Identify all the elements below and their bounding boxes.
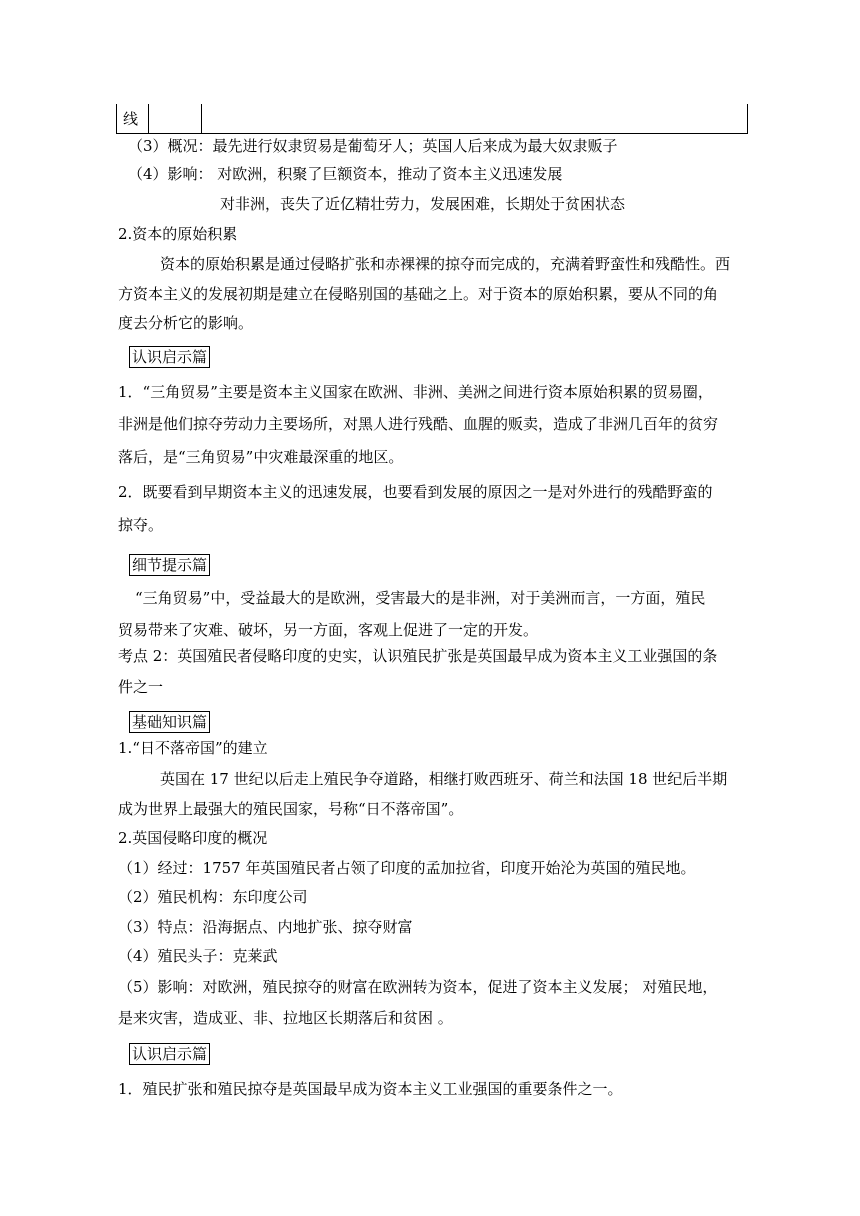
section-heading: 细节提示篇 <box>129 554 210 576</box>
paragraph-line: 落后，是“三角贸易”中灾难最深重的地区。 <box>118 448 404 466</box>
paragraph-line: 件之一 <box>118 678 164 696</box>
text-line: （4）影响： 对欧洲，积聚了巨额资本，推动了资本主义迅速发展 <box>128 165 563 183</box>
subheading: 2.英国侵略印度的概况 <box>118 829 268 847</box>
section-heading: 认识启示篇 <box>129 1043 210 1065</box>
section-heading: 基础知识篇 <box>129 711 210 733</box>
text-line: （3）概况：最先进行奴隶贸易是葡萄牙人；英国人后来成为最大奴隶贩子 <box>128 137 618 155</box>
paragraph-line: 度去分析它的影响。 <box>118 314 254 332</box>
list-item: （2）殖民机构：东印度公司 <box>118 888 308 906</box>
subheading: 2.资本的原始积累 <box>118 225 238 243</box>
paragraph-line: 掠夺。 <box>118 516 164 534</box>
paragraph-line: 资本的原始积累是通过侵略扩张和赤裸裸的掠夺而完成的，充满着野蛮性和残酷性。西 <box>160 255 731 273</box>
table-fragment <box>116 104 748 134</box>
list-item: （4）殖民头子：克莱武 <box>118 947 278 965</box>
paragraph-line: 1．殖民扩张和殖民掠夺是英国最早成为资本主义工业强国的重要条件之一。 <box>118 1080 623 1098</box>
table-cell: 线 <box>117 104 149 133</box>
list-item: （5）影响：对欧洲，殖民掠夺的财富在欧洲转为资本，促进了资本主义发展； 对殖民地， <box>118 978 718 996</box>
paragraph-line: “三角贸易”中，受益最大的是欧洲，受害最大的是非洲，对于美洲而言，一方面，殖民 <box>135 589 706 607</box>
list-item: （3）特点：沿海据点、内地扩张、掠夺财富 <box>118 918 413 936</box>
table-cell-empty <box>149 104 202 133</box>
text-line: 对非洲，丧失了近亿精壮劳力，发展困难，长期处于贫困状态 <box>220 195 626 213</box>
list-item: （1）经过：1757 年英国殖民者占领了印度的孟加拉省，印度开始沦为英国的殖民地。 <box>118 859 696 877</box>
list-item: 是来灾害，造成亚、非、拉地区长期落后和贫困 。 <box>118 1009 453 1027</box>
paragraph-line: 贸易带来了灾难、破坏，另一方面，客观上促进了一定的开发。 <box>118 621 539 639</box>
paragraph-line: 考点 2：英国殖民者侵略印度的史实，认识殖民扩张是英国最早成为资本主义工业强国的条 <box>118 647 718 665</box>
paragraph-line: 1．“三角贸易”主要是资本主义国家在欧洲、非洲、美洲之间进行资本原始积累的贸易圈， <box>118 383 713 401</box>
subheading: 1.“日不落帝国”的建立 <box>118 739 268 757</box>
paragraph-line: 成为世界上最强大的殖民国家，号称“日不落帝国”。 <box>118 800 464 818</box>
paragraph-line: 非洲是他们掠夺劳动力主要场所，对黑人进行残酷、血腥的贩卖，造成了非洲几百年的贫穷 <box>118 415 719 433</box>
section-heading: 认识启示篇 <box>129 346 210 368</box>
paragraph-line: 英国在 17 世纪以后走上殖民争夺道路，相继打败西班牙、荷兰和法国 18 世纪后半期 <box>160 770 728 788</box>
paragraph-line: 方资本主义的发展初期是建立在侵略别国的基础之上。对于资本的原始积累，要从不同的角 <box>118 285 719 303</box>
paragraph-line: 2．既要看到早期资本主义的迅速发展，也要看到发展的原因之一是对外进行的残酷野蛮的 <box>118 483 713 501</box>
